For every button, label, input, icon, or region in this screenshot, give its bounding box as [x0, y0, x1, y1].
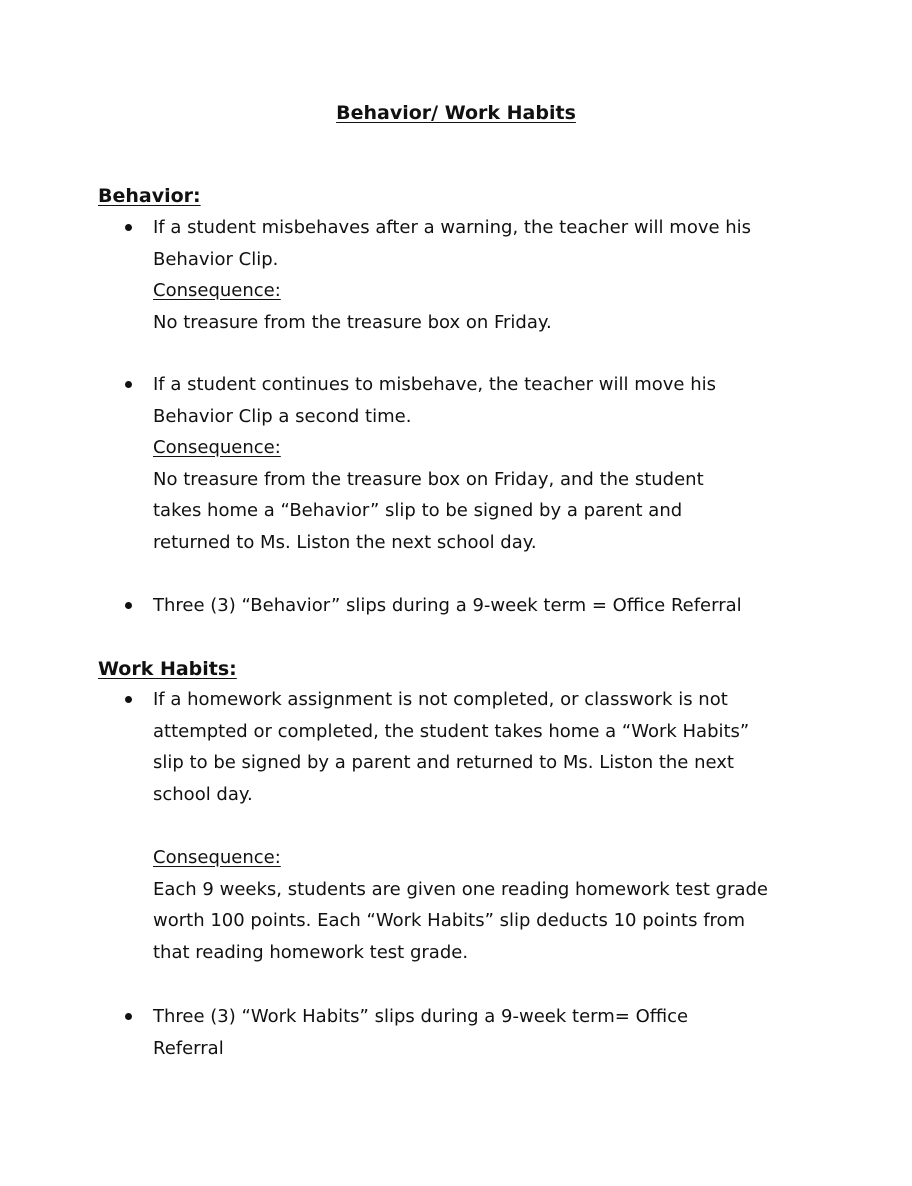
work-habits-heading: Work Habits:	[98, 658, 237, 680]
consequence-text-line: Each 9 weeks, students are given one reading homework test grade	[153, 878, 769, 900]
item-text-line: Behavior Clip.	[153, 248, 279, 270]
consequence-label: Consequence:	[153, 846, 281, 868]
item-text-line: If a homework assignment is not completed, or classwork is not	[153, 689, 728, 710]
consequence-text-line: that reading homework test grade.	[153, 941, 469, 963]
item-text-line: slip to be signed by a parent and returned to Ms. Liston the next	[153, 752, 734, 774]
item-text-line: If a student misbehaves after a warning, the teacher will move his	[153, 217, 752, 238]
item-text-line: attempted or completed, the student takes home a “Work Habits”	[153, 720, 750, 742]
document-title: Behavior/ Work Habits	[336, 102, 576, 124]
work-habits-item-1	[153, 684, 833, 968]
consequence-text-line: returned to Ms. Liston the next school day.	[153, 531, 537, 553]
item-text-line: Referral	[153, 1037, 224, 1059]
spacer	[153, 810, 833, 842]
consequence-label: Consequence:	[153, 437, 281, 459]
bullet-icon	[125, 696, 132, 703]
behavior-item-2	[153, 369, 833, 559]
bullet-icon	[125, 1013, 132, 1020]
consequence-text-line: No treasure from the treasure box on Friday.	[153, 311, 552, 333]
work-habits-item-2	[153, 1001, 833, 1064]
behavior-heading: Behavior:	[98, 185, 201, 207]
item-text-line: school day.	[153, 783, 253, 805]
item-text-line: Three (3) “Behavior” slips during a 9-week term = Office Referral	[153, 595, 742, 616]
behavior-item-1	[153, 212, 833, 338]
consequence-text-line: takes home a “Behavior” slip to be signed by a parent and	[153, 500, 683, 522]
item-text-line: Behavior Clip a second time.	[153, 405, 412, 427]
consequence-text-line: No treasure from the treasure box on Friday, and the student	[153, 468, 704, 490]
consequence-label: Consequence:	[153, 280, 281, 302]
item-text-line: Three (3) “Work Habits” slips during a 9-week term= Office	[153, 1006, 689, 1027]
behavior-item-3	[153, 590, 833, 622]
bullet-icon	[125, 224, 132, 231]
item-text-line: If a student continues to misbehave, the teacher will move his	[153, 374, 716, 395]
bullet-icon	[125, 602, 132, 609]
bullet-icon	[125, 381, 132, 388]
consequence-text-line: worth 100 points. Each “Work Habits” slip deducts 10 points from	[153, 910, 746, 932]
